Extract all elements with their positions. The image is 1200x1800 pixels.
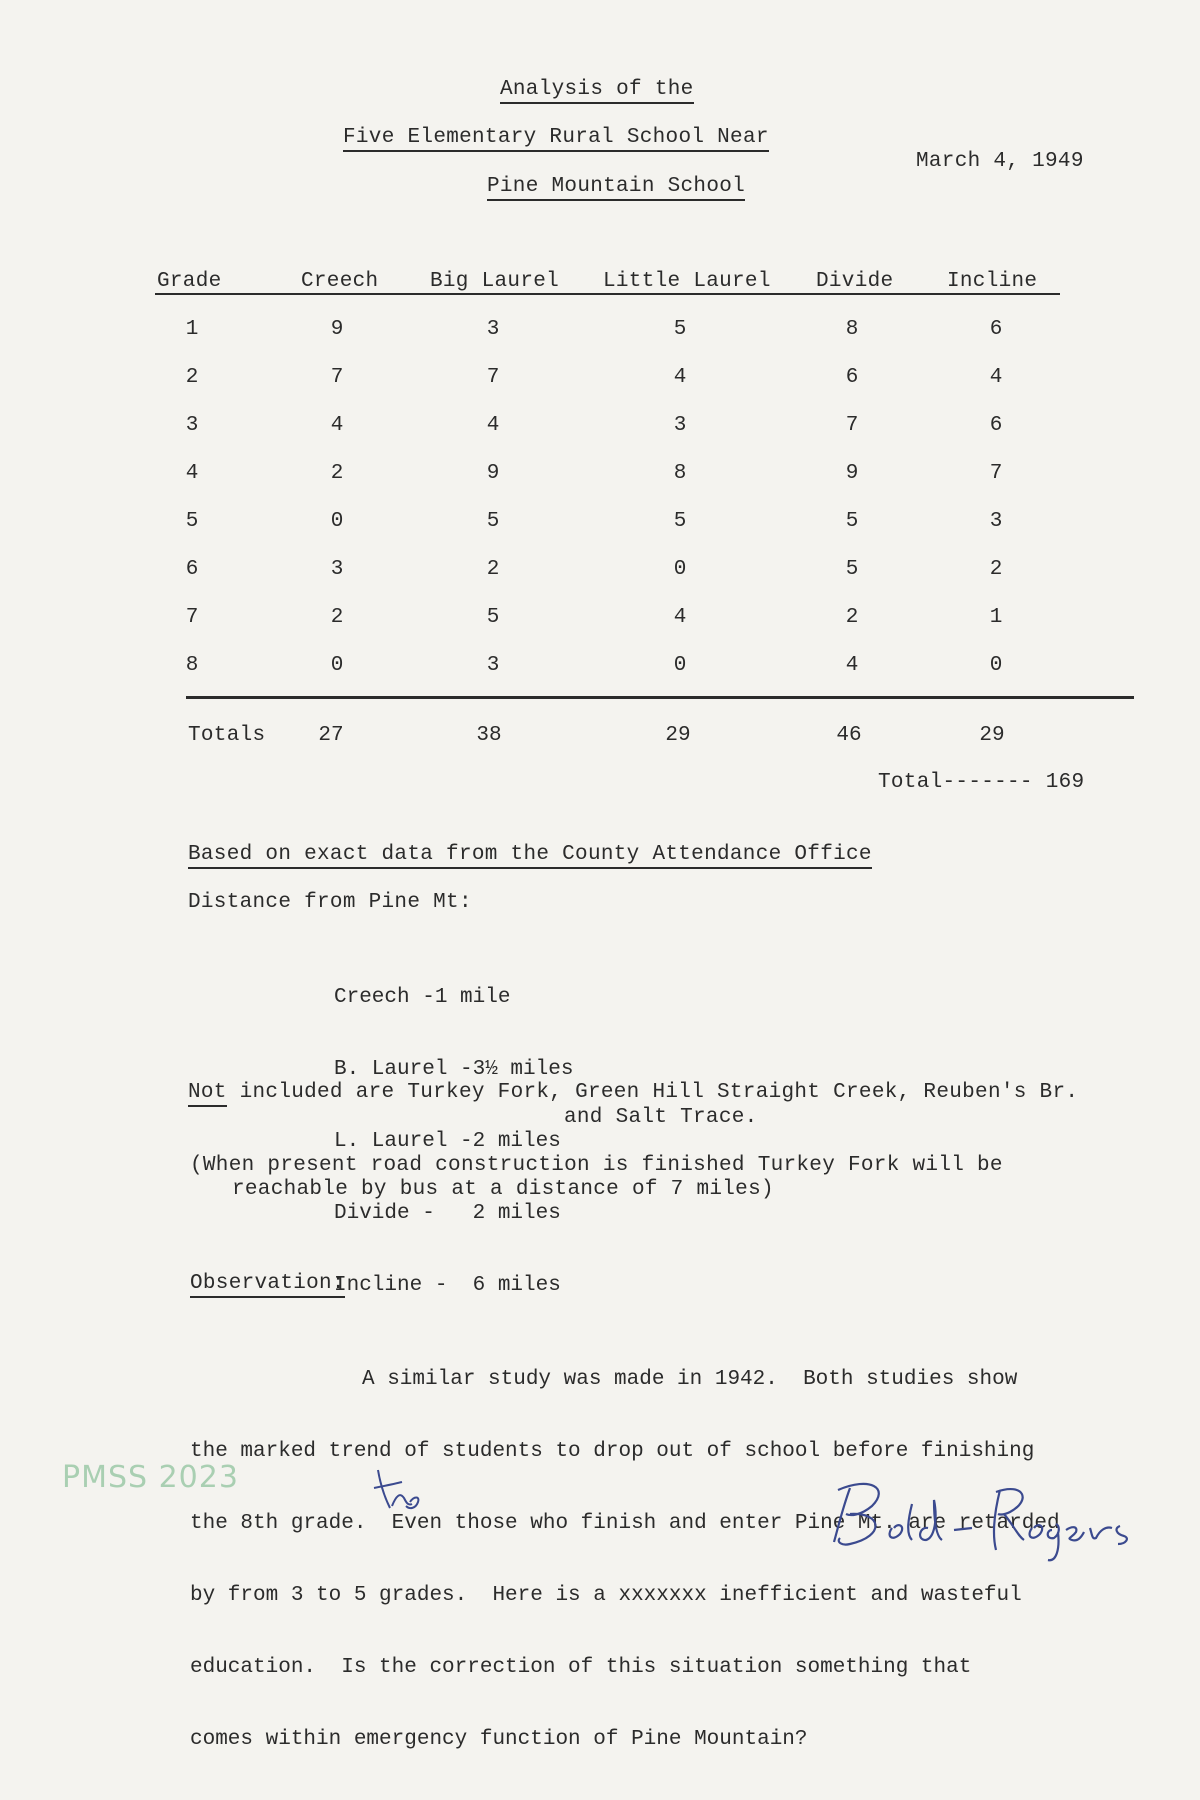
grade-cell: 3	[185, 414, 199, 437]
table-cell: 6	[989, 414, 1003, 437]
road-note-line-1: (When present road construction is finished Turkey Fork will be	[190, 1154, 1003, 1177]
grade-cell: 6	[185, 558, 199, 581]
table-cell: 9	[486, 462, 500, 485]
distance-item: L. Laurel -2 miles	[334, 1130, 561, 1153]
table-cell: 3	[673, 414, 687, 437]
table-cell: 4	[673, 366, 687, 389]
table-cell: 4	[486, 414, 500, 437]
table-cell: 8	[673, 462, 687, 485]
table-cell: 0	[330, 654, 344, 677]
observation-heading: Observation:	[190, 1272, 345, 1298]
table-cell: 7	[486, 366, 500, 389]
distance-item: Divide - 2 miles	[334, 1202, 561, 1225]
table-cell: 3	[330, 558, 344, 581]
not-included-line-1	[188, 1081, 1078, 1104]
distance-item: B. Laurel -3½ miles	[334, 1058, 574, 1081]
grand-total: Total------- 169	[878, 771, 1085, 794]
table-cell: 0	[673, 654, 687, 677]
table-cell: 0	[330, 510, 344, 533]
title-line-3: Pine Mountain School	[487, 175, 745, 201]
table-cell: 7	[330, 366, 344, 389]
total-cell: 38	[476, 724, 502, 747]
table-cell: 1	[989, 606, 1003, 629]
table-cell: 5	[486, 606, 500, 629]
road-note-line-2: reachable by bus at a distance of 7 miles)	[232, 1178, 774, 1201]
table-cell: 7	[845, 414, 859, 437]
totals-label: Totals	[188, 724, 266, 747]
table-cell: 2	[989, 558, 1003, 581]
table-cell: 8	[845, 318, 859, 341]
table-cell: 4	[330, 414, 344, 437]
column-header: Grade	[157, 270, 222, 293]
table-cell: 5	[845, 558, 859, 581]
total-cell: 46	[836, 724, 862, 747]
observation-line: the 8th grade. Even those who finish and enter Pine Mt. are retarded	[190, 1512, 1060, 1535]
table-cell: 5	[673, 510, 687, 533]
table-cell: 3	[989, 510, 1003, 533]
column-header: Big Laurel	[430, 270, 560, 293]
grade-cell: 4	[185, 462, 199, 485]
grade-cell: 2	[185, 366, 199, 389]
grade-cell: 5	[185, 510, 199, 533]
table-cell: 4	[845, 654, 859, 677]
source-note: Based on exact data from the County Attendance Office	[188, 843, 872, 869]
distance-list	[334, 938, 573, 1346]
table-cell: 3	[486, 654, 500, 677]
not-included-line-2: and Salt Trace.	[564, 1106, 758, 1129]
distance-heading: Distance from Pine Mt:	[188, 891, 472, 914]
distance-item: Incline - 6 miles	[334, 1274, 561, 1297]
table-cell: 7	[989, 462, 1003, 485]
table-cell: 2	[330, 606, 344, 629]
totals-rule	[186, 696, 1134, 699]
observation-line: by from 3 to 5 grades. Here is a xxxxxxx inefficient and wasteful	[190, 1584, 1022, 1607]
observation-line: comes within emergency function of Pine Mountain?	[190, 1728, 808, 1751]
header-underline	[155, 293, 1060, 295]
table-cell: 6	[989, 318, 1003, 341]
total-cell: 27	[318, 724, 344, 747]
not-word: Not	[188, 1081, 227, 1107]
table-cell: 3	[486, 318, 500, 341]
grade-cell: 8	[185, 654, 199, 677]
grade-cell: 7	[185, 606, 199, 629]
not-included-rest: included are Turkey Fork, Green Hill Straight Creek, Reuben's Br.	[226, 1081, 1079, 1104]
table-cell: 5	[486, 510, 500, 533]
table-cell: 2	[330, 462, 344, 485]
table-cell: 0	[989, 654, 1003, 677]
archive-watermark: PMSS 2023	[62, 1460, 239, 1495]
observation-line: A similar study was made in 1942. Both studies show	[362, 1368, 1018, 1391]
observation-line: the marked trend of students to drop out of school before finishing	[190, 1440, 1035, 1463]
table-cell: 0	[673, 558, 687, 581]
column-header: Divide	[816, 270, 894, 293]
distance-item: Creech -1 mile	[334, 986, 511, 1009]
table-cell: 5	[673, 318, 687, 341]
title-line-2: Five Elementary Rural School Near	[343, 126, 769, 152]
document-date: March 4, 1949	[916, 150, 1084, 173]
table-cell: 9	[330, 318, 344, 341]
table-cell: 4	[989, 366, 1003, 389]
table-cell: 2	[486, 558, 500, 581]
total-cell: 29	[979, 724, 1005, 747]
table-cell: 2	[845, 606, 859, 629]
column-header: Creech	[301, 270, 379, 293]
grade-cell: 1	[185, 318, 199, 341]
table-cell: 5	[845, 510, 859, 533]
table-cell: 6	[845, 366, 859, 389]
observation-line: education. Is the correction of this situation something that	[190, 1656, 972, 1679]
table-cell: 4	[673, 606, 687, 629]
handwritten-initials	[370, 1462, 430, 1522]
signature	[820, 1470, 1140, 1565]
column-header: Incline	[947, 270, 1038, 293]
title-line-1: Analysis of the	[500, 78, 694, 104]
column-header: Little Laurel	[603, 270, 771, 293]
table-cell: 9	[845, 462, 859, 485]
total-cell: 29	[665, 724, 691, 747]
